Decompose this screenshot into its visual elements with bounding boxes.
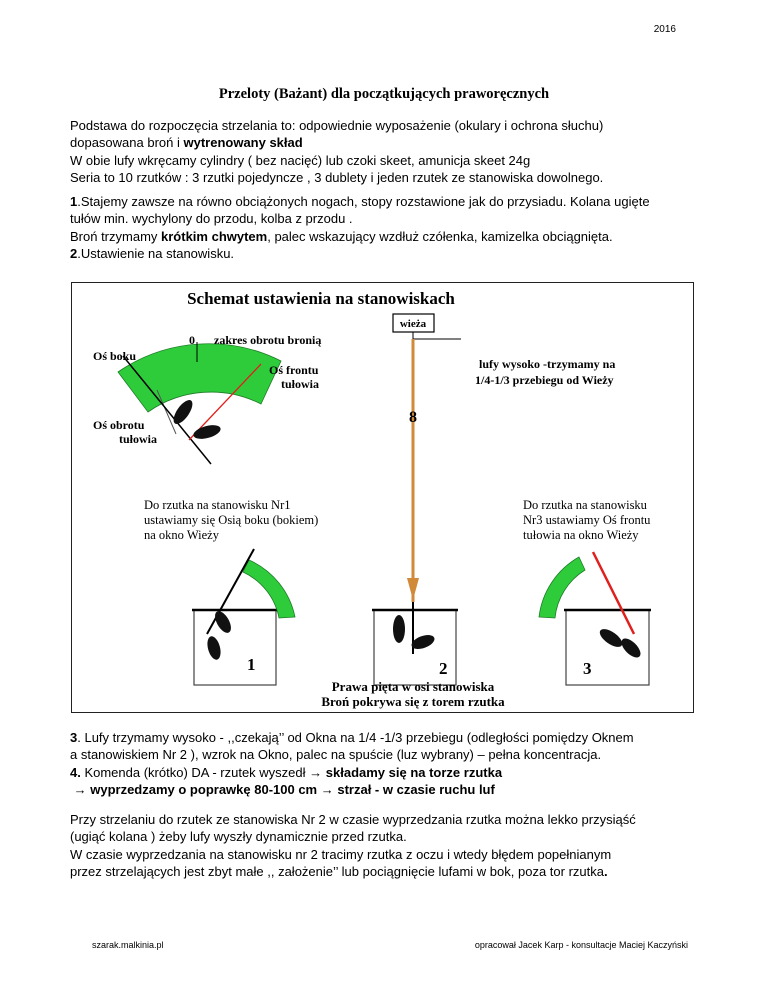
arrow-icon: → xyxy=(309,764,323,780)
step-line: 3. Lufy trzymamy wysoko - ,,czekają’’ od Okna na 1/4 -1/3 przebiegu (odległości pomiędzy Oknem xyxy=(70,730,634,745)
step-line: Broń trzymamy krótkim chwytem, palec wskazujący wzdłuż czółenka, kamizelka obciągnięta. xyxy=(70,228,613,244)
emphasis: krótkim chwytem xyxy=(161,228,268,244)
final-section xyxy=(70,811,710,880)
intro-line: Seria to 10 rzutków : 3 rzutki pojedyncze , 3 dublety i jeden rzutek ze stanowiska dowolnego. xyxy=(70,169,604,185)
final-line: Przy strzelaniu do rzutek ze stanowiska Nr 2 w czasie wyprzedzania rzutka można lekko przysiąść xyxy=(70,812,636,827)
heel-caption: Prawa pięta w osi stanowiska xyxy=(331,679,495,694)
station3-note: Do rzutka na stanowisku xyxy=(523,498,647,512)
step-number: 2 xyxy=(70,245,78,261)
barrels-note: 1/4-1/3 przebiegu od Wieży xyxy=(475,373,614,387)
stand-diagram xyxy=(71,282,694,713)
final-line: (ugiąć kolana ) żeby lufy wyszły dynamicznie przed rzutka. xyxy=(70,829,407,845)
step-number: 1 xyxy=(70,194,78,209)
step-line: 4. Komenda (krótko) DA - rzutek wyszedł → składamy się na torze rzutka xyxy=(70,764,503,780)
footer-left: szarak.malkinia.pl xyxy=(92,940,164,950)
rotation-axis-label: tułowia xyxy=(119,432,158,446)
station2-foot xyxy=(393,615,405,643)
intro-section xyxy=(70,117,710,186)
station3-note: tułowia na okno Wieży xyxy=(523,528,639,542)
range-label: zakres obrotu bronią xyxy=(214,333,322,347)
footer-right: opracował Jacek Karp - konsultacje Maciej Kaczyński xyxy=(474,940,688,950)
station1-note: ustawiamy się Osią boku (bokiem) xyxy=(144,513,319,527)
step1-section xyxy=(70,193,710,262)
intro-line: dopasowana broń i wytrenowany skład xyxy=(70,135,303,151)
page-year: 2016 xyxy=(653,24,676,35)
cover-caption: Broń pokrywa się z torem rzutka xyxy=(321,694,505,709)
arrow-icon: → xyxy=(320,781,334,797)
barrels-note: lufy wysoko -trzymamy na xyxy=(479,357,616,371)
intro-line: W obie lufy wkręcamy cylindry ( bez nacięć) lub czoki skeet, amunicja skeet 24g xyxy=(70,152,531,168)
final-line: W czasie wyprzedzania na stanowisku nr 2 tracimy rzutka z oczu i wtedy błędem popełnianym xyxy=(70,846,612,862)
step-line: a stanowiskiem Nr 2 ), wzrok na Okno, palec na spuście (luz wybrany) – pełna koncentracja. xyxy=(70,747,602,763)
step-line: → wyprzedzamy o poprawkę 80-100 cm → strzał - w czasie ruchu luf xyxy=(73,781,495,797)
intro-line: Podstawa do rozpoczęcia strzelania to: odpowiednie wyposażenie (okulary i ochrona słuchu) xyxy=(70,118,604,133)
station1-number: 1 xyxy=(247,655,256,674)
quarter-mark-glyph: 8 xyxy=(409,409,417,426)
tower-label: wieża xyxy=(399,318,427,330)
front-axis-label: Oś frontu xyxy=(269,363,319,377)
arrow-icon: → xyxy=(73,781,87,797)
station3-note: Nr3 ustawiamy Oś frontu xyxy=(523,513,651,527)
diagram-title: Schemat ustawienia na stanowiskach xyxy=(187,289,455,308)
final-line: przez strzelających jest zbyt małe ,, założenie’’ lub pociągnięcie lufami w bok, poza tor rzutka. xyxy=(70,863,608,879)
zero-label: 0 xyxy=(189,333,195,347)
station2-number: 2 xyxy=(439,659,448,678)
step-number: 4. xyxy=(70,764,81,780)
side-axis-label: Oś boku xyxy=(93,349,137,363)
rotation-axis-label: Oś obrotu xyxy=(93,418,145,432)
emphasis: wytrenowany skład xyxy=(183,135,303,151)
front-axis-label: tułowia xyxy=(281,377,320,391)
page-title: Przeloty (Bażant) dla początkujących praworęcznych xyxy=(218,86,550,102)
station3-number: 3 xyxy=(583,659,592,678)
step3-section xyxy=(70,729,710,798)
step-number: 3 xyxy=(70,730,78,745)
step-line: tułów min. wychylony do przodu, kolba z przodu . xyxy=(70,211,353,227)
step-line: 2.Ustawienie na stanowisku. xyxy=(70,245,235,261)
station1-note: na okno Wieży xyxy=(144,528,219,542)
station1-note: Do rzutka na stanowisku Nr1 xyxy=(144,498,291,512)
step-line: 1.Stajemy zawsze na równo obciążonych nogach, stopy rozstawione jak do przysiadu. Kolana ugięte xyxy=(70,194,650,209)
station1-box xyxy=(194,610,276,685)
